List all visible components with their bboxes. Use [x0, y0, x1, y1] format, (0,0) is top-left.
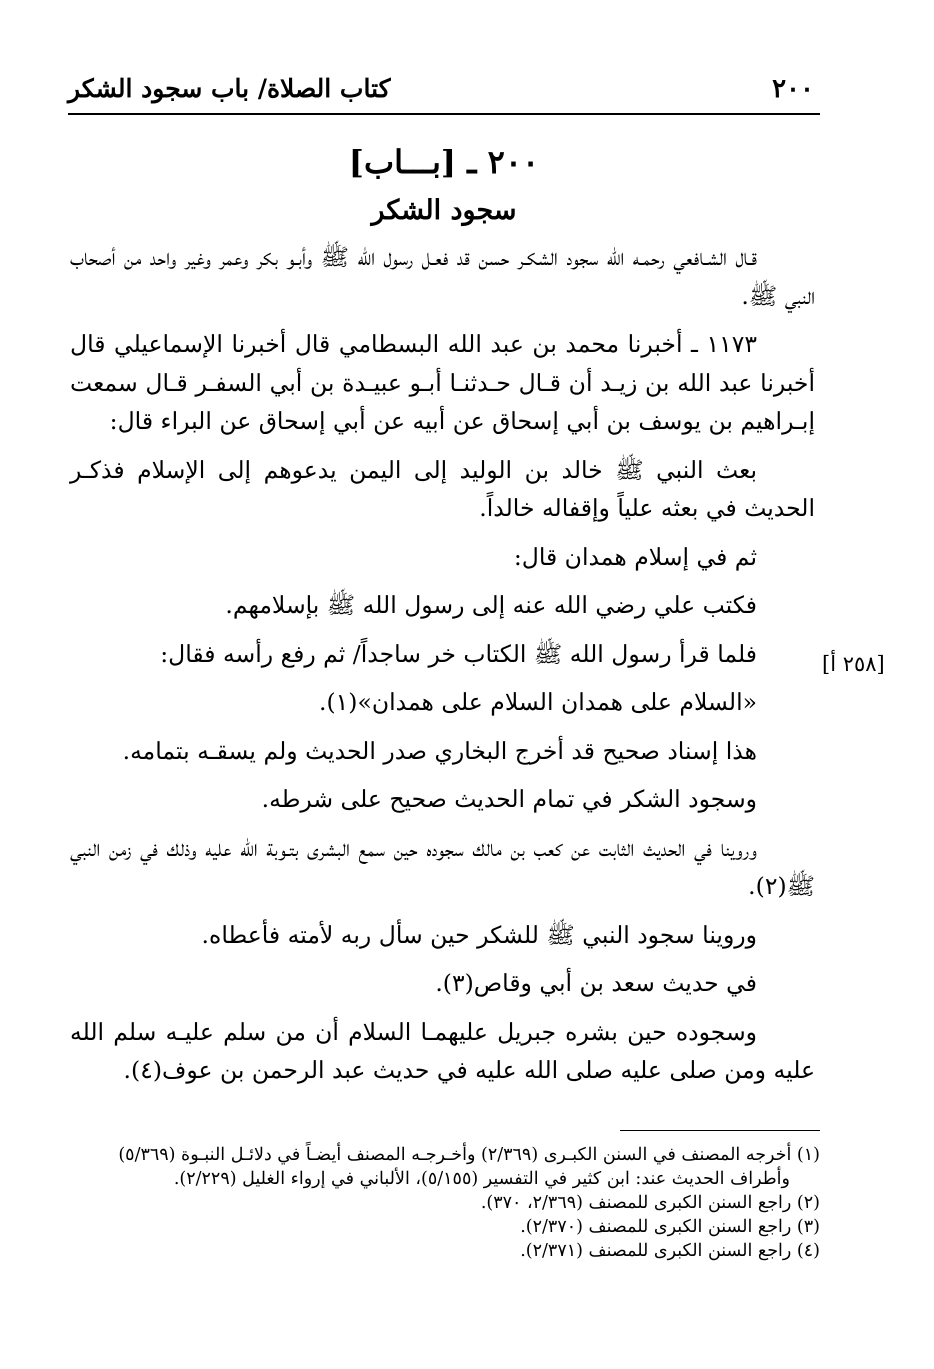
paragraph-jibril: وسجوده حين بشره جبريل عليهمـا السلام أن من سلم عليـه سلم الله عليه ومن صلى عليه صلى الله عليه في حديث عبد الرحمن بن عوف(٤).: [70, 1017, 815, 1084]
footnote-4: (٤) راجع السنن الكبرى للمصنف (٢/٣٧١).: [520, 1241, 820, 1261]
running-header: [68, 74, 820, 110]
paragraph-sad: في حديث سعد بن أبي وقاص(٣).: [435, 969, 757, 997]
chapter-subtitle: سجود الشكر: [371, 195, 517, 226]
manuscript-folio-note: [٢٥٨ أ]: [822, 652, 885, 676]
footnote-rule: [620, 1130, 820, 1131]
paragraph-salam: «السلام على همدان السلام على همدان»(١).: [319, 688, 757, 716]
header-rule: [68, 113, 820, 115]
footnote-1: (١) أخرجه المصنف في السنن الكبـرى (٢/٣٦٩) وأخـرجـه المصنف أيضـاً في دلائـل النبـوة (٥/٣٦٩): [118, 1145, 820, 1165]
paragraph-kab: وروينا في الحديث الثابت عن كعب بن مالك سجوده حين سمع البشرى بتـوبة الله عليه وذلك في زمن النبي ﷺ(٢).: [70, 833, 815, 900]
main-text: [70, 238, 815, 1100]
paragraph-shafii: قـال الشـافعي رحمـه الله سجود الشكـر حسن قد فعـل رسول الله ﷺ وأبـو بكر وعمر وغير واحد من أصحاب النبي ﷺ.: [70, 243, 815, 310]
footnotes: [68, 1143, 820, 1263]
paragraph-condition: وسجود الشكر في تمام الحديث صحيح على شرطه.: [261, 785, 757, 813]
paragraph-prostration: فلما قرأ رسول الله ﷺ الكتاب خر ساجداً/ ثم رفع رأسه فقال:: [160, 639, 757, 668]
footnote-1-continued: وأطراف الحديث عند: ابن كثير في التفسير (٥/١٥٥)، الألباني في إرواء الغليل (٢/٢٢٩).: [173, 1169, 790, 1189]
paragraph-isnad: هذا إسناد صحيح قد أخرج البخاري صدر الحديث ولم يسقـه بتمامه.: [122, 736, 757, 765]
paragraph-hamdan-intro: ثم في إسلام همدان قال:: [513, 542, 757, 571]
paragraph-ummah: وروينا سجود النبي ﷺ للشكر حين سأل ربه لأمته فأعطاه.: [201, 920, 757, 949]
page-number: ٢٠٠: [772, 74, 814, 104]
footnote-2: (٢) راجع السنن الكبرى للمصنف (٢/٣٦٩، ٣٧٠).: [480, 1193, 820, 1213]
paragraph-khalid: بعث النبي ﷺ خالد بن الوليد إلى اليمن يدعوهم إلى الإسلام فذكـر الحديث في بعثه علياً وإقفاله خالداً.: [70, 455, 815, 522]
chapter-number-title: ٢٠٠ ـ [بـــاب]: [348, 143, 540, 181]
paragraph-ali-letter: فكتب علي رضي الله عنه إلى رسول الله ﷺ بإسلامهم.: [225, 591, 757, 619]
running-title: كتاب الصلاة/ باب سجود الشكر: [68, 74, 391, 103]
paragraph-hadith-1173: ١١٧٣ ـ أخبرنا محمد بن عبد الله البسطامي قال أخبرنا الإسماعيلي قال أخبرنا عبد الله بن زيـد أن قـال حـدثنـا أبـو عبيـدة بن أبي السفـر قـال سمعت إبـراهيم بن يوسف بن أبي إسحاق عن أبيه عن أبي إسحاق عن البراء قال:: [70, 330, 815, 435]
footnote-3: (٣) راجع السنن الكبرى للمصنف (٢/٣٧٠).: [520, 1217, 820, 1237]
